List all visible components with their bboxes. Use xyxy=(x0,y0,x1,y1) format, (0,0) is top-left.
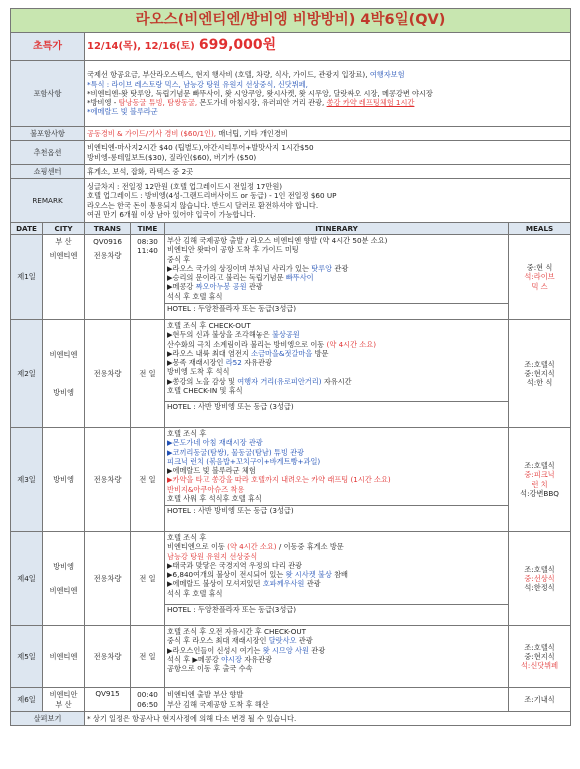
remark-content: 싱글차지 : 전일정 12만원 (호텔 업그레이드시 전일정 17만원) 호텔 업그레이드 : 방비엥(4성-그랜드리버사이드 or 동급) - 1인 전일정 $60 UP 라오스는 한국 돈이 통용되지 않습니다. 반드시 달러로 환전하셔야 합니다. 여권 만기 6개월 이상 남아 있어야 입국이 가능합니다. xyxy=(85,179,571,223)
col-meals: MEALS xyxy=(509,223,571,235)
day-time: 전 일 xyxy=(131,626,165,688)
shopping-content: 휴게소, 보석, 잡화, 라텍스 중 2곳 xyxy=(85,165,571,179)
includes-label: 포함사항 xyxy=(11,61,85,127)
col-itinerary: ITINERARY xyxy=(165,223,509,235)
hotel-line: HOTEL : 사반 방비엥 또는 동급 (3성급) xyxy=(165,505,508,515)
day-time: 전 일 xyxy=(131,532,165,626)
day-meals: 조:호텔식 중:선상식 석:한정식 xyxy=(509,532,571,626)
day-row-3 xyxy=(11,428,571,532)
day-label: 제6일 xyxy=(11,688,43,712)
col-time: TIME xyxy=(131,223,165,235)
special-label: 초특가 xyxy=(11,33,85,61)
options-label: 추천옵션 xyxy=(11,141,85,165)
day-label: 제1일 xyxy=(11,235,43,320)
includes-vientiane: *비엔티엔-왓 탓루앙, 독립기념문 빠뚜사이, 왓 시앙쿠앙, 왓시사켓, 왓 시무앙, 달랏싸오 시장, 메콩강변 야시장 xyxy=(87,88,433,98)
day-trans: 전용차량 xyxy=(85,428,131,532)
day-trans: QV0916 전용차량 xyxy=(85,235,131,320)
day-itinerary: 호텔 조식 후 비엔티엔으로 이동 (약 4시간 소요) / 이동중 휴게소 방문 남능강 탕원 유원지 선상중식 ▶태국과 맞닿은 국경지역 우정의 다리 관광 ▶6,840여개의 불상이 전시되어 있는 왓 시사켓 불상 참배 ▶에메랄드 불상이 모셔져있던 호파께우사원 관광 석식 후 호텔 휴식 HOTEL : 두앙찬플라자 또는 동급(3성급) xyxy=(165,532,509,626)
day-time: 전 일 xyxy=(131,320,165,428)
day-row-6 xyxy=(11,688,571,712)
day-trans: 전용차량 xyxy=(85,532,131,626)
day-meals: 조:호텔식 중:현지식 석:신닷뷔페 xyxy=(509,626,571,688)
day-meals: 조:호텔식 중:현지식 석:한 식 xyxy=(509,320,571,428)
day-row-5 xyxy=(11,626,571,688)
day-meals: 조:호텔식 중:피크닉 런 치 석:강변BBQ xyxy=(509,428,571,532)
includes-content: 국제선 항공요금, 부산라오스텍스, 현지 행사비 (호텔, 차량, 식사, 가이드, 관광지 입장료), 여행자보험 *특식 : 라이브 레스토랑 믹스, 남능강 탕원 유원지 선상중식, 신닷뷔페, *비엔티엔-왓 탓루앙, 독립기념문 빠뚜사이, 왓 시앙쿠앙, 왓시사켓, 왓 시무앙, 달랏싸오 시장, 메콩강변 야시장 *방비엥 - 탐낭동굴 튜빙, 탐쌍동굴, 몬도가네 아침시장, 유러피안 거리 관광, 쏭강 카약 레프팅체험 1시간 *에메랄드 빛 블루라군 xyxy=(85,61,571,127)
day-meals: 중:현 식 석:라이브 믹 스 xyxy=(509,235,571,320)
col-date: DATE xyxy=(11,223,43,235)
footer-row xyxy=(11,712,571,726)
day-itinerary: 호텔 조식 후 ▶몬도가네 아침 재래시장 관광 ▶코끼리동굴(탐쌍), 물동굴(탐남) 튜빙 관광 피크닉 런치 (볶음밥+꼬치구이+바게트빵+과일) ▶에메랄드 빛 블루라군 체험 ▶카약을 타고 쏭강을 따라 호텔까지 내려오는 카약 래프팅 (1시간 소요) 반비지&아쿠아슈즈 착용 호텔 사워 후 석식후 호텔 휴식 HOTEL : 사반 방비엥 또는 동급 (3성급) xyxy=(165,428,509,532)
special-price: 699,000원 xyxy=(198,37,277,54)
day-city: 비엔티엔 xyxy=(43,626,85,688)
day-label: 제5일 xyxy=(11,626,43,688)
day-city: 부 산 비엔티엔 xyxy=(43,235,85,320)
day-time: 전 일 xyxy=(131,428,165,532)
special-dates: 12/14(목), 12/16(토) xyxy=(87,41,195,53)
day-itinerary: 비엔티엔 출발 부산 향발 부산 김해 국제공항 도착 후 해산 xyxy=(165,688,509,712)
hotel-line: HOTEL : 사반 방비엥 또는 동급 (3성급) xyxy=(165,401,508,411)
hotel-line: HOTEL : 두앙찬플라자 또는 동급(3성급) xyxy=(165,604,508,614)
options-content: 비엔티엔-마사지2시간 $40 (팁별도),야간시티투어+발맛사지 1시간$50 방비엥-롱테일보트($30), 짚라인($60), 버기카 ($50) xyxy=(85,141,571,165)
col-trans: TRANS xyxy=(85,223,131,235)
includes-blue-lagoon: *에메랄드 빛 블루라군 xyxy=(87,107,158,117)
shopping-label: 쇼핑센터 xyxy=(11,165,85,179)
remark-label: REMARK xyxy=(11,179,85,223)
excludes-content: 공동경비 & 가이드/기사 경비 ($60/1인), 매너팁, 기타 개인경비 xyxy=(85,127,571,141)
day-city: 방비엥 비엔티엔 xyxy=(43,532,85,626)
page-title: 라오스(비엔티엔/방비엥 비방방비) 4박6일(QV) xyxy=(11,9,571,33)
day-trans: 전용차량 xyxy=(85,320,131,428)
footer-label: 살펴보기 xyxy=(11,712,85,726)
day-trans: 전용차량 xyxy=(85,626,131,688)
day-meals: 조:기내식 xyxy=(509,688,571,712)
special-offer xyxy=(85,33,571,61)
col-city: CITY xyxy=(43,223,85,235)
day-time: 08:30 11:40 xyxy=(131,235,165,320)
day-itinerary: 호텔 조식 후 오전 자유시간 후 CHECK-OUT 중식 후 라오스 최대 재래시장인 달랏사오 관광 ▶라오스인들이 신성시 여기는 왓 시므앙 사원 관광 석식 후 ▶메콩강 야시장 자유관광 공항으로 이동 후 출국 수속 xyxy=(165,626,509,688)
day-itinerary: 부산 김해 국제공항 출발 / 라오스 비엔티엔 향발 (약 4시간 50분 소요) 비엔티안 왓따이 공항 도착 후 가이드 미팅 중식 후 ▶라오스 국가의 상징이며 부처님 사리가 있는 탓루앙 관광 ▶승리의 문이라고 불리는 독립기념문 빠뚜사이 ▶메콩강 짜오아누봉 공원 관광 석식 후 호텔 휴식 HOTEL : 두앙찬플라자 또는 동급(3성급) xyxy=(165,235,509,320)
column-header-row xyxy=(11,223,571,235)
day-label: 제2일 xyxy=(11,320,43,428)
day-city: 비엔티엔 방비엥 xyxy=(43,320,85,428)
day-label: 제3일 xyxy=(11,428,43,532)
day-row-1 xyxy=(11,235,571,320)
day-time: 00:40 06:50 xyxy=(131,688,165,712)
excludes-label: 불포함사항 xyxy=(11,127,85,141)
itinerary-sheet xyxy=(10,8,570,726)
day-city: 방비엥 xyxy=(43,428,85,532)
insurance-text: 여행자보험 xyxy=(369,70,405,80)
day-trans: QV915 xyxy=(85,688,131,712)
day-label: 제4일 xyxy=(11,532,43,626)
footer-note: * 상기 일정은 항공사나 현지사정에 의해 다소 변경 될 수 있습니다. xyxy=(85,712,571,726)
day-city: 비엔티안 부 산 xyxy=(43,688,85,712)
includes-special-meals: *특식 : 라이브 레스토랑 믹스, 남능강 탕원 유원지 선상중식, 신닷뷔페, xyxy=(87,79,308,89)
day-row-2 xyxy=(11,320,571,428)
hotel-line: HOTEL : 두앙찬플라자 또는 동급(3성급) xyxy=(165,303,508,313)
itinerary-table xyxy=(10,8,571,726)
day-itinerary: 호텔 조식 후 CHECK-OUT ▶현두의 신과 불상을 조각해놓은 불상공원 산수화의 극치 소계림이라 불리는 방비엥으로 이동 (약 4시간 소요) ▶라오스 내륙 최대 염전지 소금마을&젓갈마을 방문 ▶몽족 재래시장인 라52 자유관광 방비엥 도착 후 석식 ▶쏭강의 노을 감상 및 여행자 거리(유로피안거리) 자유시간 호텔 CHECK-IN 및 휴식 HOTEL : 사반 방비엥 또는 동급 (3성급) xyxy=(165,320,509,428)
day-row-4 xyxy=(11,532,571,626)
